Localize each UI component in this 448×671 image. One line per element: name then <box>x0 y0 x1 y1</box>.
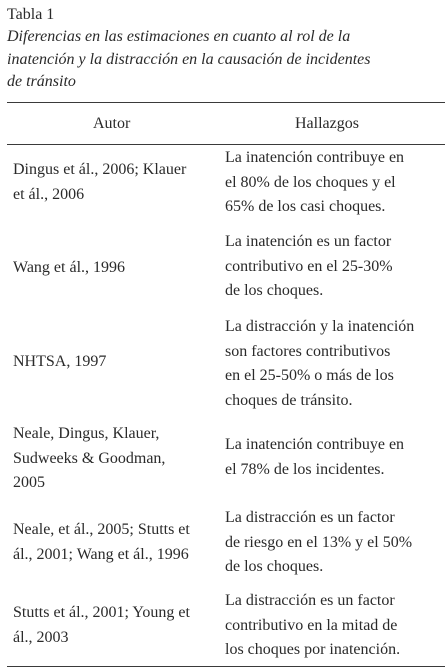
table-title-line: inatención y la distracción en la causación de incidentes <box>7 50 371 68</box>
table-bottom-rule <box>7 666 445 667</box>
finding-line: de riesgo en el 13% y el 50% <box>225 533 413 551</box>
finding-line: el 80% de los choques y el <box>225 173 396 191</box>
table-header-rule <box>7 144 445 145</box>
findings-cell <box>225 230 393 304</box>
author-line: Sudweeks & Goodman, <box>13 449 166 467</box>
finding-line: de los choques. <box>225 558 324 575</box>
table-title <box>7 26 445 94</box>
findings-cell <box>225 146 404 220</box>
finding-line: el 78% de los incidentes. <box>225 460 385 478</box>
finding-line: La distracción es un factor <box>225 509 395 526</box>
author-line: Dingus et ál., 2006; Klauer <box>13 161 187 178</box>
author-line: et ál., 2006 <box>13 185 85 203</box>
column-header-author: Autor <box>93 115 131 132</box>
column-header-findings: Hallazgos <box>295 115 359 132</box>
finding-line: La inatención es un factor <box>225 233 392 250</box>
table-title-line: Diferencias en las estimaciones en cuanto al rol de la <box>7 28 351 45</box>
findings-cell <box>225 433 404 482</box>
finding-line: 65% de los casi choques. <box>225 198 386 215</box>
author-cell <box>13 158 186 207</box>
finding-line: La inatención contribuye en <box>225 436 405 453</box>
author-cell <box>13 350 106 375</box>
findings-cell <box>225 315 414 413</box>
author-line: 2005 <box>13 474 45 491</box>
finding-line: La inatención contribuye en <box>225 149 405 166</box>
finding-line: son factores contributivos <box>225 342 391 360</box>
finding-line: contributivo en la mitad de <box>225 616 398 634</box>
author-line: ál., 2003 <box>13 628 69 646</box>
author-line: Stutts et ál., 2001; Young et <box>13 604 190 621</box>
finding-line: La distracción y la inatención <box>225 318 415 335</box>
author-line: NHTSA, 1997 <box>13 353 107 370</box>
table-top-rule <box>7 102 445 103</box>
author-line: Neale, Dingus, Klauer, <box>13 425 160 442</box>
author-cell <box>13 518 190 567</box>
finding-line: La distracción es un factor <box>225 592 395 609</box>
table-label: Tabla 1 <box>7 6 55 23</box>
table-title-line: de tránsito <box>7 73 76 90</box>
findings-cell <box>225 589 400 663</box>
finding-line: de los choques. <box>225 282 324 299</box>
author-line: Wang et ál., 1996 <box>13 259 126 276</box>
author-line: Neale, et ál., 2005; Stutts et <box>13 521 190 538</box>
finding-line: en el 25-50% o más de los <box>225 367 394 384</box>
finding-line: los choques por inatención. <box>225 641 401 658</box>
author-cell <box>13 422 165 496</box>
findings-cell <box>225 506 412 580</box>
finding-line: choques de tránsito. <box>225 391 353 409</box>
author-line: ál., 2001; Wang et ál., 1996 <box>13 545 189 563</box>
finding-line: contributivo en el 25-30% <box>225 257 393 275</box>
table-caption <box>7 4 445 94</box>
author-cell <box>13 256 125 281</box>
author-cell <box>13 601 190 650</box>
